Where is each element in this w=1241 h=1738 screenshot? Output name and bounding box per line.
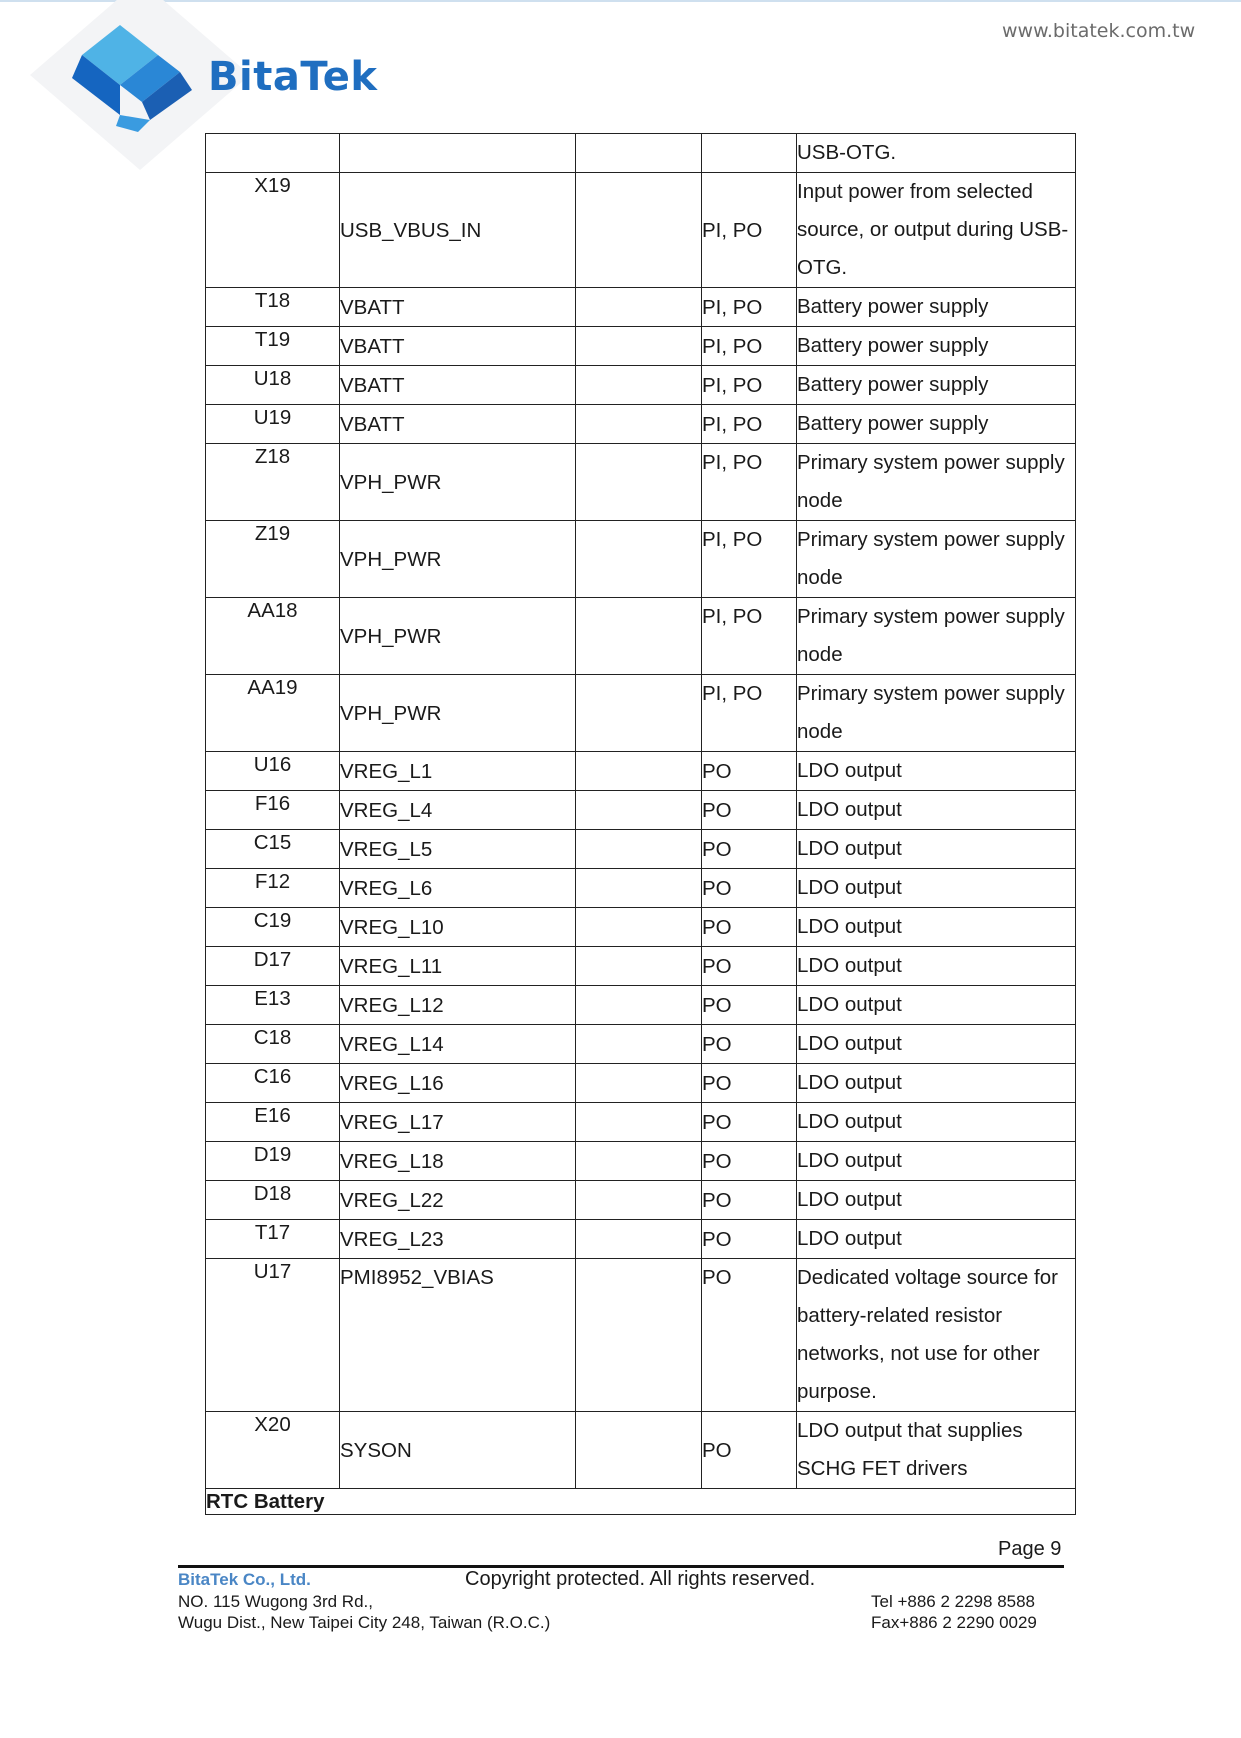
desc-cell: Primary system power supply node — [797, 675, 1076, 752]
name-cell: VPH_PWR — [340, 521, 576, 598]
pin-cell: D17 — [206, 947, 340, 986]
pin-cell: X19 — [206, 173, 340, 288]
desc-cell: LDO output — [797, 1025, 1076, 1064]
pin-cell: X20 — [206, 1412, 340, 1489]
pin-cell: T19 — [206, 327, 340, 366]
pin-cell: T17 — [206, 1220, 340, 1259]
page-number: Page 9 — [998, 1538, 1062, 1560]
type-cell: PO — [702, 1142, 797, 1181]
table-row — [206, 444, 1076, 521]
voltage-cell — [576, 986, 702, 1025]
type-cell: PI, PO — [702, 327, 797, 366]
voltage-cell — [576, 1181, 702, 1220]
table-row — [206, 1025, 1076, 1064]
section-title: RTC Battery — [206, 1489, 1076, 1515]
name-cell: VBATT — [340, 288, 576, 327]
name-cell: VREG_L18 — [340, 1142, 576, 1181]
desc-cell: Battery power supply — [797, 405, 1076, 444]
name-cell: VPH_PWR — [340, 675, 576, 752]
type-cell: PI, PO — [702, 521, 797, 598]
desc-cell: LDO output — [797, 830, 1076, 869]
type-cell: PO — [702, 986, 797, 1025]
table-row — [206, 947, 1076, 986]
pin-cell: D18 — [206, 1181, 340, 1220]
pin-cell: U16 — [206, 752, 340, 791]
table-row — [206, 1103, 1076, 1142]
type-cell: PO — [702, 1259, 797, 1412]
pin-cell: T18 — [206, 288, 340, 327]
table-row — [206, 405, 1076, 444]
type-cell: PO — [702, 752, 797, 791]
telephone: Tel +886 2 2298 8588 — [871, 1592, 1036, 1611]
name-cell: SYSON — [340, 1412, 576, 1489]
pin-cell: U17 — [206, 1259, 340, 1412]
name-cell: VBATT — [340, 327, 576, 366]
pin-cell: F12 — [206, 869, 340, 908]
type-cell: PI, PO — [702, 173, 797, 288]
voltage-cell — [576, 1064, 702, 1103]
table-row — [206, 752, 1076, 791]
pin-cell: U18 — [206, 366, 340, 405]
table-row — [206, 869, 1076, 908]
voltage-cell — [576, 1412, 702, 1489]
pin-cell: AA19 — [206, 675, 340, 752]
desc-cell: Dedicated voltage source for battery-related resistor networks, not use for other purpose. — [797, 1259, 1076, 1412]
section-row — [206, 1489, 1076, 1515]
desc-cell: Primary system power supply node — [797, 444, 1076, 521]
type-cell: PO — [702, 1025, 797, 1064]
voltage-cell — [576, 1220, 702, 1259]
voltage-cell — [576, 791, 702, 830]
type-cell: PO — [702, 947, 797, 986]
type-cell: PI, PO — [702, 405, 797, 444]
table-row — [206, 134, 1076, 173]
type-cell: PI, PO — [702, 675, 797, 752]
voltage-cell — [576, 908, 702, 947]
voltage-cell — [576, 752, 702, 791]
name-cell: USB_VBUS_IN — [340, 173, 576, 288]
table-row — [206, 521, 1076, 598]
desc-cell: Primary system power supply node — [797, 521, 1076, 598]
table-row — [206, 598, 1076, 675]
name-cell: VREG_L11 — [340, 947, 576, 986]
copyright-notice: Copyright protected. All rights reserved. — [465, 1568, 816, 1590]
pin-cell: C15 — [206, 830, 340, 869]
table-row — [206, 327, 1076, 366]
desc-cell: LDO output — [797, 869, 1076, 908]
type-cell: PO — [702, 830, 797, 869]
type-cell: PO — [702, 908, 797, 947]
type-cell: PI, PO — [702, 366, 797, 405]
desc-cell: LDO output — [797, 1103, 1076, 1142]
desc-cell: LDO output — [797, 1142, 1076, 1181]
desc-cell: Primary system power supply node — [797, 598, 1076, 675]
type-cell: PO — [702, 1220, 797, 1259]
name-cell: VREG_L17 — [340, 1103, 576, 1142]
voltage-cell — [576, 1259, 702, 1412]
type-cell: PO — [702, 869, 797, 908]
desc-cell: LDO output — [797, 908, 1076, 947]
desc-cell: USB-OTG. — [797, 134, 1076, 173]
name-cell: VREG_L23 — [340, 1220, 576, 1259]
table-row — [206, 173, 1076, 288]
address-line-1: NO. 115 Wugong 3rd Rd., — [178, 1592, 373, 1611]
name-cell: VREG_L5 — [340, 830, 576, 869]
name-cell: VBATT — [340, 366, 576, 405]
name-cell: VREG_L14 — [340, 1025, 576, 1064]
desc-cell: LDO output — [797, 1220, 1076, 1259]
name-cell: VREG_L10 — [340, 908, 576, 947]
desc-cell: Battery power supply — [797, 288, 1076, 327]
desc-cell: LDO output — [797, 752, 1076, 791]
table-row — [206, 830, 1076, 869]
desc-cell: LDO output — [797, 986, 1076, 1025]
table-row — [206, 791, 1076, 830]
name-cell: VPH_PWR — [340, 598, 576, 675]
voltage-cell — [576, 1142, 702, 1181]
desc-cell: Input power from selected source, or output during USB-OTG. — [797, 173, 1076, 288]
table-row — [206, 1142, 1076, 1181]
voltage-cell — [576, 675, 702, 752]
type-cell: PO — [702, 1064, 797, 1103]
voltage-cell — [576, 869, 702, 908]
type-cell: PI, PO — [702, 444, 797, 521]
desc-cell: LDO output — [797, 1181, 1076, 1220]
pin-cell: F16 — [206, 791, 340, 830]
name-cell: VREG_L12 — [340, 986, 576, 1025]
pin-cell: Z18 — [206, 444, 340, 521]
address-line-2: Wugu Dist., New Taipei City 248, Taiwan (R.O.C.) — [178, 1613, 551, 1632]
name-cell: VBATT — [340, 405, 576, 444]
table-row — [206, 1220, 1076, 1259]
table-row — [206, 1064, 1076, 1103]
type-cell: PI, PO — [702, 598, 797, 675]
voltage-cell — [576, 1025, 702, 1064]
voltage-cell — [576, 288, 702, 327]
pin-cell: D19 — [206, 1142, 340, 1181]
desc-cell: LDO output — [797, 1064, 1076, 1103]
pin-cell: Z19 — [206, 521, 340, 598]
table-row — [206, 366, 1076, 405]
voltage-cell — [576, 173, 702, 288]
table-row — [206, 675, 1076, 752]
name-cell — [340, 134, 576, 173]
table-row — [206, 1181, 1076, 1220]
name-cell: VPH_PWR — [340, 444, 576, 521]
pin-table — [205, 133, 1076, 1515]
type-cell — [702, 134, 797, 173]
type-cell: PO — [702, 1181, 797, 1220]
voltage-cell — [576, 830, 702, 869]
voltage-cell — [576, 947, 702, 986]
pin-cell: C18 — [206, 1025, 340, 1064]
table-row — [206, 288, 1076, 327]
table-row — [206, 908, 1076, 947]
desc-cell: Battery power supply — [797, 327, 1076, 366]
voltage-cell — [576, 405, 702, 444]
desc-cell: LDO output — [797, 947, 1076, 986]
pin-cell: E13 — [206, 986, 340, 1025]
voltage-cell — [576, 134, 702, 173]
pin-cell: C16 — [206, 1064, 340, 1103]
type-cell: PO — [702, 1103, 797, 1142]
fax-number: Fax+886 2 2290 0029 — [871, 1613, 1037, 1632]
voltage-cell — [576, 521, 702, 598]
table-row — [206, 1259, 1076, 1412]
voltage-cell — [576, 598, 702, 675]
pin-cell: AA18 — [206, 598, 340, 675]
pin-cell: U19 — [206, 405, 340, 444]
pin-cell — [206, 134, 340, 173]
desc-cell: LDO output that supplies SCHG FET drivers — [797, 1412, 1076, 1489]
name-cell: VREG_L4 — [340, 791, 576, 830]
table-row — [206, 986, 1076, 1025]
pin-cell: E16 — [206, 1103, 340, 1142]
company-name: BitaTek Co., Ltd. — [178, 1570, 311, 1589]
desc-cell: Battery power supply — [797, 366, 1076, 405]
site-url: www.bitatek.com.tw — [1002, 20, 1196, 42]
name-cell: VREG_L1 — [340, 752, 576, 791]
type-cell: PO — [702, 1412, 797, 1489]
pin-cell: C19 — [206, 908, 340, 947]
desc-cell: LDO output — [797, 791, 1076, 830]
logo-text: BitaTek — [208, 54, 378, 100]
name-cell: VREG_L22 — [340, 1181, 576, 1220]
voltage-cell — [576, 444, 702, 521]
voltage-cell — [576, 366, 702, 405]
voltage-cell — [576, 1103, 702, 1142]
name-cell: VREG_L6 — [340, 869, 576, 908]
table-row — [206, 1412, 1076, 1489]
type-cell: PO — [702, 791, 797, 830]
voltage-cell — [576, 327, 702, 366]
name-cell: PMI8952_VBIAS — [340, 1259, 576, 1412]
type-cell: PI, PO — [702, 288, 797, 327]
name-cell: VREG_L16 — [340, 1064, 576, 1103]
